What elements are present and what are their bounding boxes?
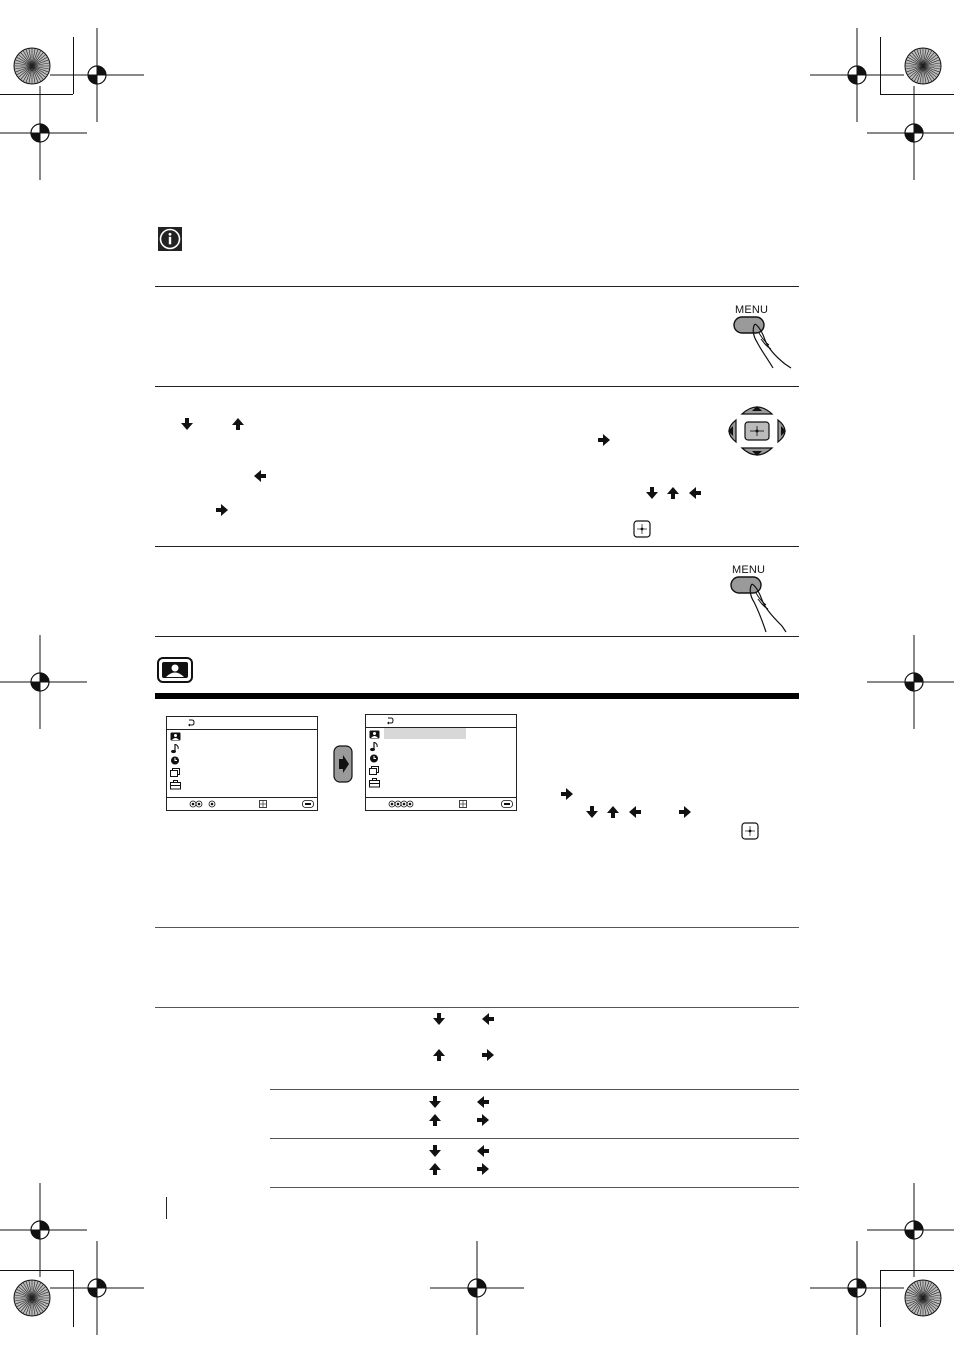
registration-mark-icon [867, 635, 954, 729]
arrow-down-icon [429, 1145, 441, 1157]
next-screen-arrow-icon [333, 745, 353, 783]
timer-icon [170, 756, 181, 766]
osd-title-bar [167, 717, 317, 730]
tools-icon [369, 778, 380, 788]
setup-icon [170, 768, 181, 778]
section-divider [155, 286, 799, 287]
osd-hint-bar [167, 797, 317, 810]
table-divider [270, 1089, 799, 1090]
registration-mark-icon [867, 86, 954, 180]
table-divider [155, 927, 799, 928]
setup-icon [369, 766, 380, 776]
picture-menu-icon [157, 657, 193, 683]
picture-icon [170, 732, 181, 742]
crop-line [0, 94, 73, 95]
osd-menu-icons [366, 728, 383, 797]
osd-highlighted-item [384, 728, 466, 739]
section-heading-bar [155, 693, 799, 699]
arrow-right-icon [477, 1163, 489, 1175]
timer-icon [369, 754, 380, 764]
arrow-down-icon [433, 1013, 445, 1025]
registration-disc-icon [903, 1278, 943, 1318]
arrow-left-icon [689, 487, 701, 499]
sound-icon [369, 742, 380, 752]
registration-mark-icon [810, 1241, 904, 1335]
arrow-right-icon [216, 504, 228, 516]
osd-picture-menu-screen [365, 714, 517, 811]
navigation-hint-icon [189, 800, 217, 808]
navigation-hint-icon [388, 800, 414, 808]
table-divider [270, 1138, 799, 1139]
ok-button-icon [633, 520, 651, 538]
arrow-right-icon [477, 1114, 489, 1126]
menu-hint-icon [501, 800, 513, 808]
dpad-illustration [720, 402, 794, 460]
menu-button-label: MENU [735, 304, 769, 316]
arrow-left-icon [477, 1096, 489, 1108]
crop-line [880, 1270, 881, 1327]
crop-line [73, 1270, 74, 1327]
menu-button-illustration [725, 300, 795, 370]
menu-hint-icon [302, 800, 314, 808]
arrow-left-icon [254, 470, 266, 482]
arrow-right-icon [482, 1049, 494, 1061]
arrow-up-icon [232, 418, 244, 430]
arrow-up-icon [429, 1114, 441, 1126]
section-divider [155, 546, 799, 547]
picture-icon [369, 730, 380, 740]
arrow-down-icon [646, 487, 658, 499]
osd-menu-icons [167, 730, 184, 797]
osd-hint-bar [366, 797, 516, 810]
arrow-down-icon [586, 806, 598, 818]
arrow-up-icon [433, 1049, 445, 1061]
arrow-right-icon [598, 434, 610, 446]
table-divider [270, 1187, 799, 1188]
arrow-right-icon [679, 806, 691, 818]
arrow-up-icon [607, 806, 619, 818]
return-icon [187, 719, 195, 727]
arrow-left-icon [477, 1145, 489, 1157]
crop-line [880, 37, 881, 94]
tools-icon [170, 780, 181, 790]
arrow-left-icon [629, 806, 641, 818]
menu-button-illustration [722, 560, 792, 634]
arrow-right-icon [561, 788, 573, 800]
table-divider [155, 1007, 799, 1008]
page-margin-mark [166, 1197, 167, 1219]
crop-line [880, 1270, 954, 1271]
section-divider [155, 386, 799, 387]
registration-mark-icon [430, 1241, 524, 1335]
arrow-up-icon [429, 1163, 441, 1175]
info-icon [157, 226, 183, 252]
arrow-down-icon [429, 1096, 441, 1108]
arrow-up-icon [667, 487, 679, 499]
ok-hint-icon [459, 800, 467, 808]
registration-mark-icon [0, 86, 87, 180]
ok-button-icon [741, 822, 759, 840]
section-divider [155, 636, 799, 637]
registration-mark-icon [50, 1241, 144, 1335]
return-icon [386, 717, 394, 725]
osd-title-bar [366, 715, 516, 728]
arrow-down-icon [181, 418, 193, 430]
sound-icon [170, 744, 181, 754]
registration-mark-icon [0, 635, 87, 729]
ok-hint-icon [259, 800, 267, 808]
arrow-left-icon [482, 1013, 494, 1025]
crop-line [73, 37, 74, 94]
registration-disc-icon [903, 46, 943, 86]
registration-disc-icon [12, 46, 52, 86]
crop-line [0, 1270, 73, 1271]
crop-line [880, 94, 954, 95]
registration-disc-icon [12, 1278, 52, 1318]
osd-main-menu-screen [166, 716, 318, 811]
menu-button-label: MENU [732, 564, 766, 576]
